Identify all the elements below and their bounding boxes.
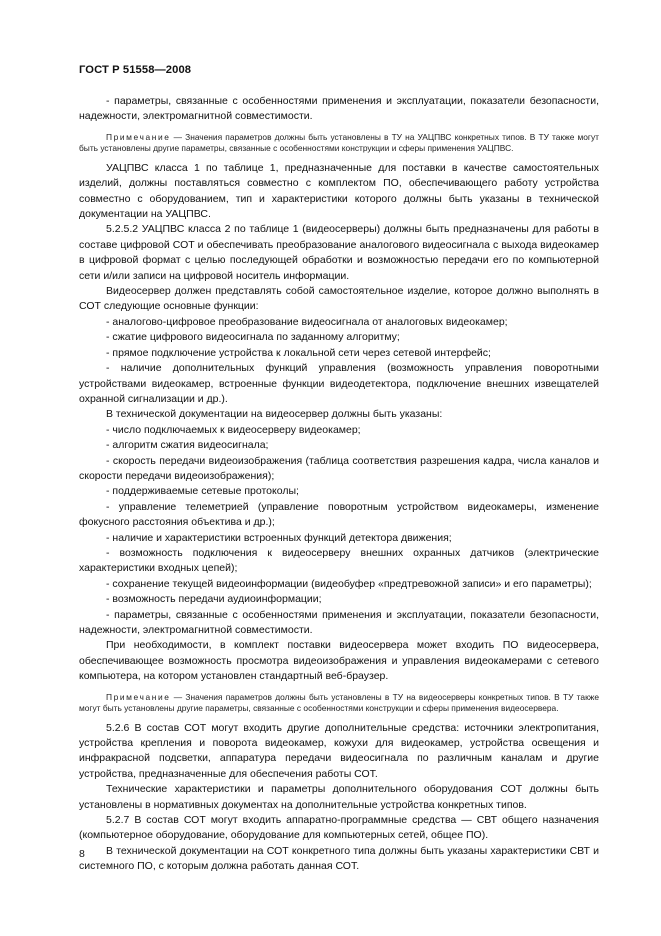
- list-item: - наличие и характеристики встроенных функций детектора движения;: [106, 531, 452, 544]
- paragraph: - параметры, связанные с особенностями применения и эксплуатации, показатели безопасности, надежности, электромагнитной совместимости.: [79, 95, 599, 123]
- list-item: - параметры, связанные с особенностями применения и эксплуатации, показатели безопасности, надежности, электромагнитной совместимости.: [79, 608, 599, 636]
- paragraph: В технической документации на видеосервер должны быть указаны:: [106, 408, 443, 421]
- paragraph: При необходимости, в комплект поставки видеосервера может входить ПО видеосервера, обеспечивающее возможность просмотра видеоизображения и управления видеокамерами с сетевого компьютера, на котором установлен стандартный веб-браузер.: [79, 639, 599, 683]
- note: [79, 132, 599, 154]
- document-body: [79, 94, 599, 875]
- list-item: - сохранение текущей видеоинформации (видеобуфер «предтревожной записи» и его параметры);: [106, 577, 592, 590]
- list-item: - поддерживаемые сетевые протоколы;: [106, 485, 299, 498]
- note-text: — Значения параметров должны быть установлены в ТУ на видеосерверы конкретных типов. В ТУ также могут быть установлены другие параметры, связанные с особенностями конструкции и сферы применения видеосервера.: [79, 691, 600, 713]
- note-label: Примечание: [106, 691, 171, 702]
- paragraph: 5.2.7 В состав СОТ могут входить аппаратно-программные средства — СВТ общего назначения (компьютерное оборудование, оборудование для компьютерных сетей, общее ПО).: [79, 814, 599, 842]
- list-item: - сжатие цифрового видеосигнала по заданному алгоритму;: [106, 331, 400, 344]
- list-item: - алгоритм сжатия видеосигнала;: [106, 439, 269, 452]
- list-item: - скорость передачи видеоизображения (таблица соответствия разрешения кадра, числа каналов и скорости передачи видеоизображения);: [79, 454, 599, 482]
- note-text: — Значения параметров должны быть установлены в ТУ на УАЦПВС конкретных типов. В ТУ также могут быть установлены другие параметры, связанные с особенностями конструкции и сферы применения УАЦПВС.: [79, 131, 599, 153]
- note-label: Примечание: [106, 131, 171, 142]
- paragraph: 5.2.5.2 УАЦПВС класса 2 по таблице 1 (видеосерверы) должны быть предназначены для работы в составе цифровой СОТ и обеспечивать преобразование аналогового видеосигнала с выхода видеокамер в цифровой формат с целью последующей обработки и возможностью передачи его по компьютерной сети и/или записи на цифровой носитель информации.: [79, 223, 599, 282]
- paragraph: УАЦПВС класса 1 по таблице 1, предназначенные для поставки в качестве самостоятельных изделий, должны поставляться совместно с комплектом ПО, обеспечивающего работу устройства совместно с оборудованием, тип и характеристики которого должны быть указаны в технической документации на УАЦПВС.: [79, 161, 599, 221]
- list-item: - возможность подключения к видеосерверу внешних охранных датчиков (электрические характеристики входных цепей);: [79, 546, 599, 575]
- list-item: - число подключаемых к видеосерверу видеокамер;: [106, 423, 361, 436]
- list-item: - прямое подключение устройства к локальной сети через сетевой интерфейс;: [106, 346, 491, 359]
- paragraph: Видеосервер должен представлять собой самостоятельное изделие, которое должно выполнять в СОТ следующие основные функции:: [79, 285, 599, 313]
- list-item: - управление телеметрией (управление поворотным устройством видеокамеры, изменение фокусного расстояния объектива и др.);: [79, 500, 599, 529]
- paragraph: Технические характеристики и параметры дополнительного оборудования СОТ должны быть установлены в нормативных документах на дополнительные устройства конкретных типов.: [79, 783, 599, 811]
- list-item: - аналогово-цифровое преобразование видеосигнала от аналоговых видеокамер;: [106, 315, 508, 328]
- paragraph: 5.2.6 В состав СОТ могут входить другие дополнительные средства: источники электропитания, устройства крепления и поворота видеокамер, кожухи для видеокамер, устройства освещения и инфракрасной подсветки, аппаратура передачи видеосигнала по различным каналам и другие устройства, предназначенные для обеспечения работы СОТ.: [79, 721, 599, 780]
- list-item: - наличие дополнительных функций управления (возможность управления поворотными устройствами видеокамер, встроенные функции видеодетектора, подключение внешних извещателей охранной сигнализации и др.).: [79, 362, 599, 405]
- note: [79, 692, 599, 714]
- list-item: - возможность передачи аудиоинформации;: [106, 593, 322, 606]
- standard-title: ГОСТ Р 51558—2008: [79, 64, 192, 76]
- page-number: 8: [79, 848, 85, 860]
- paragraph: В технической документации на СОТ конкретного типа должны быть указаны характеристики СВТ и системного ПО, с которым должна работать данная СОТ.: [79, 844, 599, 873]
